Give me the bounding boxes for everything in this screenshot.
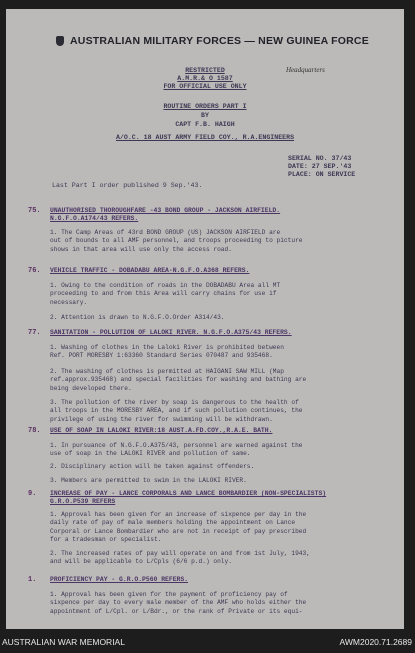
section-heading: PROFICIENCY PAY - G.R.O.P560 REFERS. <box>50 576 189 583</box>
section-number: 75. <box>28 207 41 215</box>
section-number: 1. <box>28 576 37 584</box>
section-paragraph: 2. Disciplinary action will be taken against offenders. <box>50 463 255 470</box>
last-order-note: Last Part I order published 9 Sep.'43. <box>52 182 203 189</box>
section-heading: VEHICLE TRAFFIC - DOBADABU AREA-N.G.F.O.A368 REFERS. <box>50 267 250 274</box>
section-heading: SANITATION - POLLUTION OF LALOKI RIVER. N.G.F.O.A375/43 REFERS. <box>50 329 292 336</box>
section-paragraph: 2. Attention is drawn to N.G.F.O.Order A314/43. <box>50 314 225 321</box>
section-paragraph: 1. The Camp Areas of 43rd BOND GROUP (US) JACKSON AIRFIELD are out of bounds to all AMF personnel, and troops proceeding to picture shows in that area will use only the access road. <box>50 229 303 253</box>
section-number: 77. <box>28 329 41 337</box>
section-paragraph: 1. Approval has been given for the payment of proficiency pay of sixpence per day to every male member of the AMF who holds either the appointment of L/Cpl. or L/Bdr., or the rank of Private or its equi- <box>50 591 307 615</box>
order-document-page <box>6 9 404 629</box>
order-author: CAPT F.B. HAIGH <box>175 121 235 128</box>
classification-line: RESTRICTED <box>185 67 225 74</box>
section-paragraph: 1. Approval has been given for an increase of sixpence per day in the daily rate of pay of male members holding the appointment on Lance Corporal or Lance Bombardier who are not in receipt of pay prescribed for a tradesman or specialist. <box>50 511 307 544</box>
section-number: 78. <box>28 427 41 435</box>
document-heading: AUSTRALIAN MILITARY FORCES — NEW GUINEA FORCE <box>70 35 369 47</box>
headquarters-label: Headquarters <box>286 66 325 74</box>
order-title: BY <box>201 112 209 119</box>
classification-line: A.M.R.& O 1587 <box>177 75 233 82</box>
serial-date: DATE: 27 SEP.'43 <box>288 163 352 170</box>
section-paragraph: 1. In pursuance of N.G.F.O.A375/43, personnel are warned against the use of soap in the LALOKI RIVER and pollution of same. <box>50 442 303 458</box>
section-paragraph: 2. The increased rates of pay will operate on and from 1st July, 1943, and will be applicable to L/Cpls (6/6 p.d.) only. <box>50 550 310 566</box>
section-number: 9. <box>28 490 37 498</box>
section-paragraph: 3. The pollution of the river by soap is dangerous to the health of all troops in the MORESBY AREA, and if such pollution continues, the privilege of using the river for swimming will be withdrawn. <box>50 399 303 423</box>
classification-line: FOR OFFICIAL USE ONLY <box>163 83 247 90</box>
section-heading: USE OF SOAP IN LALOKI RIVER:18 AUST.A.FD.COY.,R.A.E. BATH. <box>50 427 273 434</box>
section-heading: UNAUTHORISED THOROUGHFARE -43 BOND GROUP - JACKSON AIRFIELD. N.G.F.O.A174/43 REFERS. <box>50 207 281 222</box>
archive-credit: AUSTRALIAN WAR MEMORIAL <box>2 637 125 647</box>
section-paragraph: 1. Owing to the condition of roads in the DOBADABU Area all MT proceeding to and from this Area will carry chains for use if necessary. <box>50 282 281 306</box>
serial-number: SERIAL NO. 37/43 <box>288 155 352 162</box>
section-paragraph: 1. Washing of clothes in the Laloki River is prohibited between Ref. PORT MORESBY 1:63360 Standard Series 070487 and 935468. <box>50 344 284 360</box>
crest-icon <box>56 36 64 46</box>
order-unit: A/O.C. 18 AUST ARMY FIELD COY., R.A.ENGINEERS <box>115 134 295 141</box>
section-paragraph: 2. The washing of clothes is permitted at HAIGANI SAW MILL (Map ref.approx.935468) and special facilities for washing and bathing are being developed there. <box>50 368 307 392</box>
section-paragraph: 3. Members are permitted to swim in the LALOKI RIVER. <box>50 477 247 484</box>
section-heading: INCREASE OF PAY - LANCE CORPORALS AND LANCE BOMBARDIER (NON-SPECIALISTS) G.R.O.P539 REFERS <box>50 490 327 505</box>
section-number: 76. <box>28 267 41 275</box>
serial-place: PLACE: ON SERVICE <box>288 171 356 178</box>
archive-accession-number: AWM2020.71.2689 <box>339 637 412 647</box>
order-title: ROUTINE ORDERS PART I <box>163 103 247 110</box>
